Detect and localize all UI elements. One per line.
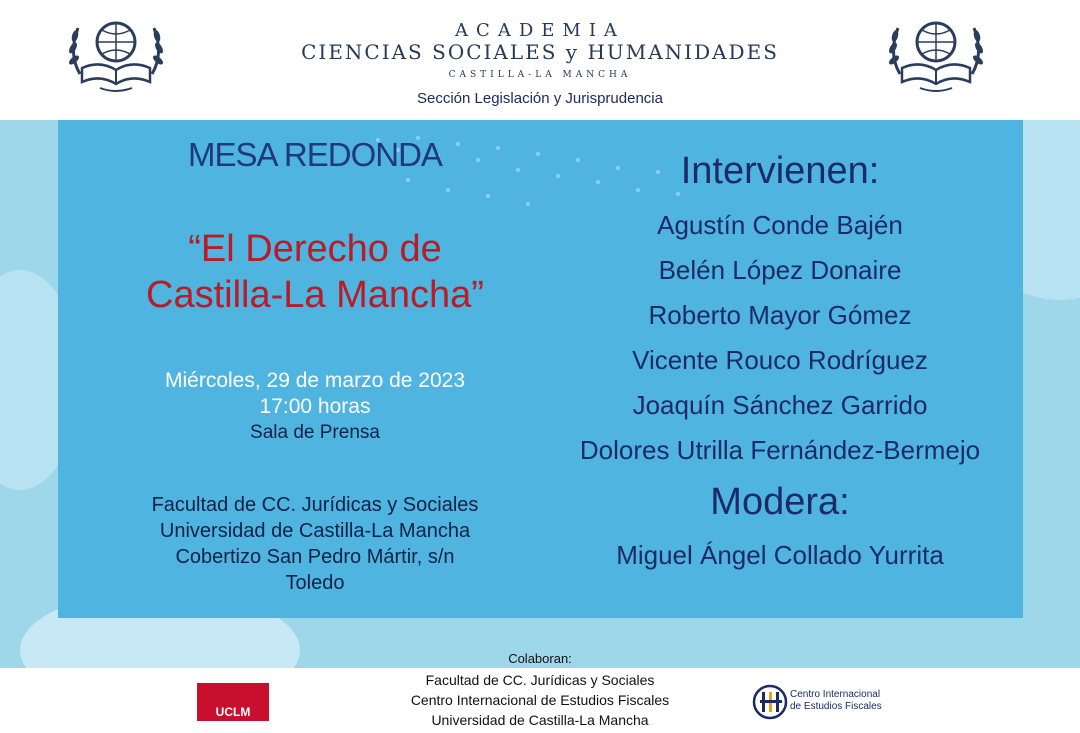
uclm-logo-text: UCLM (215, 705, 251, 719)
speakers-heading: Intervienen: (680, 150, 880, 192)
academy-emblem-right (880, 4, 992, 96)
moderator-heading: Modera: (710, 481, 850, 523)
venue-line: Toledo (285, 572, 345, 594)
moderator-name: Miguel Ángel Collado Yurrita (616, 540, 944, 570)
collaborators-heading: Colaboran: (508, 651, 572, 666)
event-title-line2: Castilla-La Mancha” (146, 274, 484, 316)
event-datetime (60, 368, 570, 446)
speaker-name: Agustín Conde Bajén (657, 210, 903, 240)
collaborator-name: Centro Internacional de Estudios Fiscales (410, 692, 670, 708)
event-room: Sala de Prensa (250, 422, 380, 443)
venue-line: Universidad de Castilla-La Mancha (159, 520, 471, 542)
event-venue (60, 492, 570, 596)
cief-emblem-icon (752, 682, 788, 722)
cief-logo-line1: Centro Internacional (790, 689, 881, 700)
speaker-name: Vicente Rouco Rodríguez (632, 345, 928, 375)
academy-title-line2: CIENCIAS SOCIALES y HUMANIDADES (301, 40, 779, 64)
cief-logo-line2: de Estudios Fiscales (790, 701, 882, 712)
speaker-name: Dolores Utrilla Fernández-Bermejo (579, 435, 981, 465)
collaborator-name: Universidad de Castilla-La Mancha (431, 712, 649, 728)
speaker-name: Joaquín Sánchez Garrido (632, 390, 928, 420)
event-title-line1: “El Derecho de (188, 228, 442, 270)
venue-line: Cobertizo San Pedro Mártir, s/n (175, 546, 455, 568)
event-date: Miércoles, 29 de marzo de 2023 (165, 369, 465, 392)
cief-logo (752, 680, 892, 724)
event-time: 17:00 horas (259, 395, 371, 418)
cief-logo-text (790, 689, 882, 713)
academy-title-line3: CASTILLA-LA MANCHA (448, 70, 632, 80)
event-title (60, 226, 570, 318)
uclm-logo (197, 683, 269, 721)
speaker-name: Roberto Mayor Gómez (648, 300, 912, 330)
section-name: Sección Legislación y Jurisprudencia (417, 90, 663, 107)
speakers-list (540, 203, 1020, 473)
header (0, 0, 1080, 120)
event-type-label: MESA REDONDA (188, 136, 442, 173)
venue-line: Facultad de CC. Jurídicas y Sociales (151, 494, 479, 516)
collaborators-list (350, 670, 730, 730)
academy-title-line1: ACADEMIA (455, 20, 625, 41)
collaborator-name: Facultad de CC. Jurídicas y Sociales (425, 672, 655, 688)
speaker-name: Belén López Donaire (658, 255, 902, 285)
